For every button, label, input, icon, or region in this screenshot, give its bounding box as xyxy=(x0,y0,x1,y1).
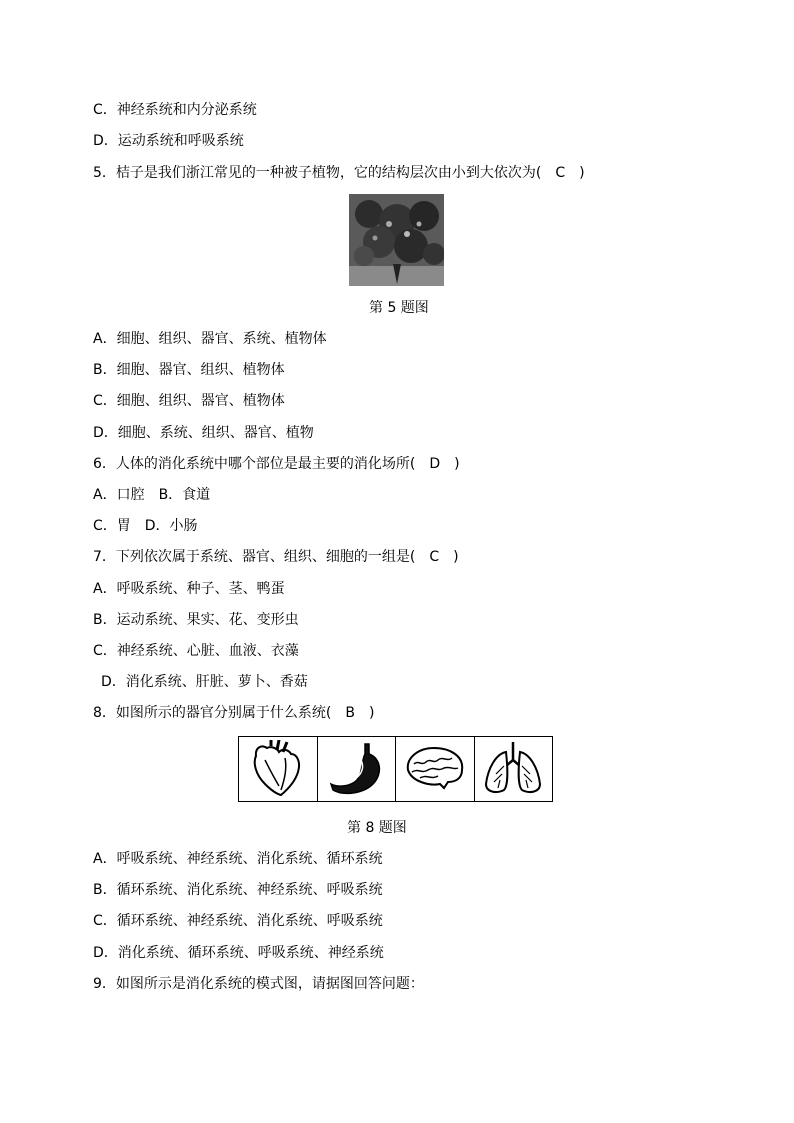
q8-option-d: D．消化系统、循环系统、呼吸系统、神经系统 xyxy=(93,945,384,961)
q7-option-d: D．消化系统、肝脏、萝卜、香菇 xyxy=(101,674,308,690)
q7-option-b: B．运动系统、果实、花、变形虫 xyxy=(93,612,299,628)
organ-cell-stomach xyxy=(318,737,397,801)
q6-options-ab: A．口腔 B．食道 xyxy=(93,487,211,503)
organ-cell-lungs xyxy=(475,737,553,801)
orange-tree-photo xyxy=(349,194,444,286)
stomach-icon xyxy=(321,740,391,798)
q8-option-b: B．循环系统、消化系统、神经系统、呼吸系统 xyxy=(93,882,383,898)
lungs-icon xyxy=(478,740,548,798)
q8-option-a: A．呼吸系统、神经系统、消化系统、循环系统 xyxy=(93,851,383,867)
question-9: 9．如图所示是消化系统的模式图，请据图回答问题： xyxy=(93,976,424,992)
q6-options-cd: C．胃 D．小肠 xyxy=(93,518,198,534)
q5-option-b: B．细胞、器官、组织、植物体 xyxy=(93,362,285,378)
question-8: 8．如图所示的器官分别属于什么系统( B ) xyxy=(93,705,375,721)
q7-option-c: C．神经系统、心脏、血液、衣藻 xyxy=(93,643,299,659)
option-c-line: C．神经系统和内分泌系统 xyxy=(93,102,257,118)
option-d-line: D．运动系统和呼吸系统 xyxy=(93,133,244,149)
organ-figure xyxy=(238,736,553,802)
figure-8-caption: 第 8 题图 xyxy=(347,820,407,836)
q5-option-c: C．细胞、组织、器官、植物体 xyxy=(93,393,285,409)
figure-5-caption: 第 5 题图 xyxy=(369,300,429,316)
q7-option-a: A．呼吸系统、种子、茎、鸭蛋 xyxy=(93,581,285,597)
question-5: 5．桔子是我们浙江常见的一种被子植物，它的结构层次由小到大依次为( C ) xyxy=(93,165,585,181)
question-6: 6．人体的消化系统中哪个部位是最主要的消化场所( D ) xyxy=(93,456,460,472)
organ-cell-brain xyxy=(396,737,475,801)
q8-option-c: C．循环系统、神经系统、消化系统、呼吸系统 xyxy=(93,913,383,929)
brain-icon xyxy=(400,740,470,798)
organ-cell-heart xyxy=(239,737,318,801)
question-7: 7．下列依次属于系统、器官、组织、细胞的一组是( C ) xyxy=(93,549,459,565)
q5-option-d: D．细胞、系统、组织、器官、植物 xyxy=(93,425,314,441)
heart-icon xyxy=(243,740,313,798)
q5-option-a: A．细胞、组织、器官、系统、植物体 xyxy=(93,331,327,347)
